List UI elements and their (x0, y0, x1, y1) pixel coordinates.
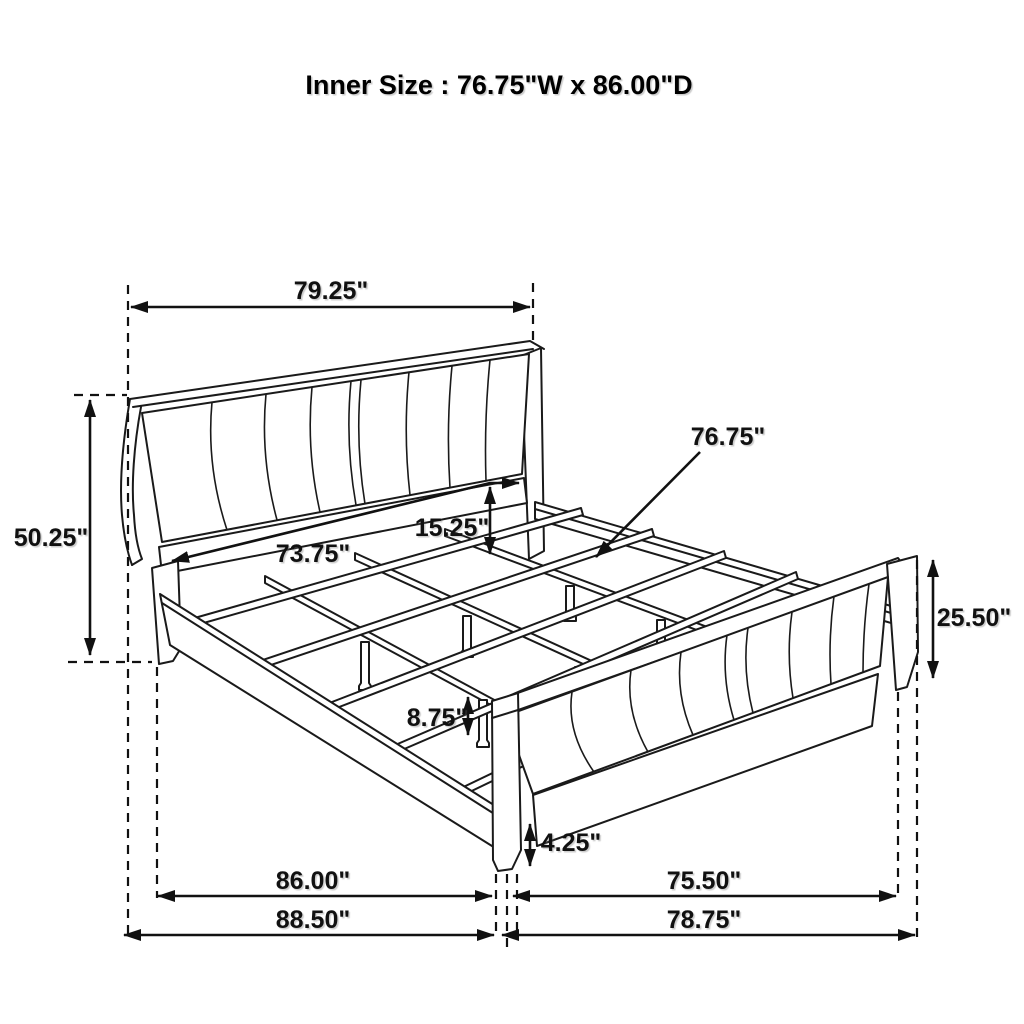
dim-inner-depth (158, 867, 492, 896)
dim-footboard-height (933, 560, 1011, 678)
dim-footboard-width (502, 906, 915, 935)
dim-footboard-inner-width (513, 867, 896, 896)
headboard-left-sleigh-inner (132, 407, 142, 565)
dim-headboard-inner-width-label: 73.75" (275, 540, 351, 568)
dim-footboard-leg-height (530, 824, 601, 866)
footboard-right-post (887, 556, 918, 690)
dim-overall-depth (124, 906, 494, 935)
dim-slat-width-label: 76.75" (690, 423, 766, 451)
headboard-left-sleigh-outer (121, 399, 132, 565)
dim-headboard-width-label: 79.25" (293, 277, 369, 305)
dim-support-leg-height-label: 8.75" (406, 704, 468, 732)
dim-headboard-height-label: 50.25" (13, 524, 89, 552)
page-title: Inner Size : 76.75"W x 86.00"D (305, 70, 693, 100)
dim-headboard-height (14, 400, 90, 655)
dim-footboard-leg-height-label: 4.25" (540, 829, 602, 857)
dim-overall-depth-label: 88.50" (275, 906, 351, 934)
dim-support-leg-height (407, 697, 468, 735)
dim-headboard-clearance-label: 15.25" (414, 514, 490, 542)
footboard-left-post (492, 693, 521, 871)
dim-footboard-inner-width-label: 75.50" (666, 867, 742, 895)
dim-headboard-width (131, 277, 530, 307)
dim-footboard-height-label: 25.50" (936, 604, 1012, 632)
dim-inner-depth-label: 86.00" (275, 867, 351, 895)
footboard (492, 556, 918, 871)
dim-footboard-width-label: 78.75" (666, 906, 742, 934)
bed-frame-drawing (121, 341, 918, 871)
